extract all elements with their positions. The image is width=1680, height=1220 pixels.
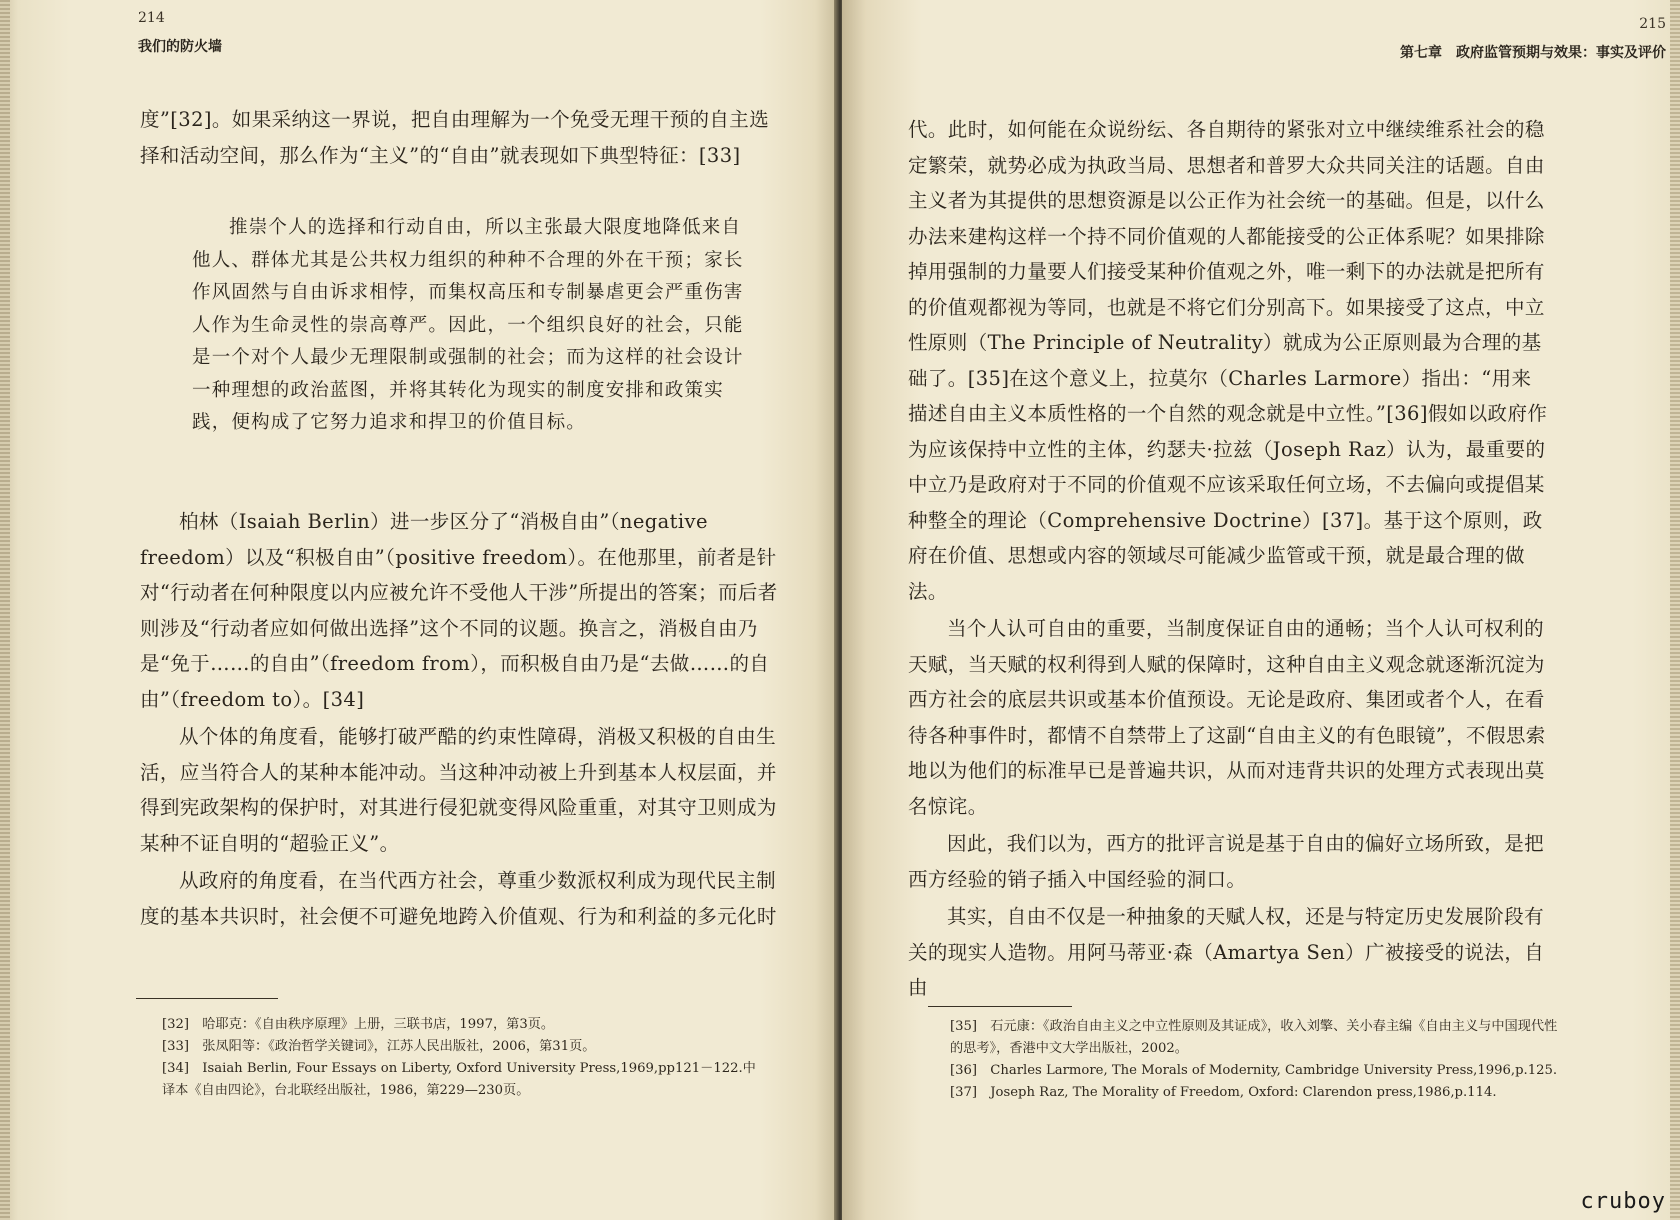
paragraph: 柏林（Isaiah Berlin）进一步区分了“消极自由”（negative freedom）以及“积极自由”（positive freedom）。在他那里，前者是针对“行动者在何种限度以内应被允许不受他人干涉”所提出的答案；而后者则涉及“行动者应如何做出选择”这个不同的议题。换言之，消极自由乃是“免于……的自由”（freedom from），而积极自由乃是“去做……的自由”（freedom to）。[34]	[140, 510, 778, 711]
watermark: cruboy	[1580, 1189, 1666, 1214]
footnote: [32] 哈耶克：《自由秩序原理》上册，三联书店，1997，第3页。	[162, 1017, 555, 1032]
running-head: 第七章 政府监管预期与效果：事实及评价	[1400, 45, 1666, 61]
paragraph: 从个体的角度看，能够打破严酷的约束性障碍，消极又积极的自由生活，应当符合人的某种本能冲动。当这种冲动被上升到基本人权层面，并得到宪政架构的保护时，对其进行侵犯就变得风险重重，对其守卫则成为某种不证自明的“超验正义”。	[140, 725, 777, 855]
footnote: [34] Isaiah Berlin, Four Essays on Liberty, Oxford University Press,1969,pp121－122.中译本《自由四论》，台北联经出版社，1986，第229—230页。	[162, 1061, 756, 1098]
page-number: 215	[1639, 16, 1666, 32]
body-text	[140, 504, 780, 934]
block-quote: 推崇个人的选择和行动自由，所以主张最大限度地降低来自他人、群体尤其是公共权力组织的种种不合理的外在干预；家长作风固然与自由诉求相悖，而集权高压和专制暴虐更会严重伤害人作为生命灵性的崇高尊严。因此，一个组织良好的社会，只能是一个对个人最少无理限制或强制的社会；而为这样的社会设计一种理想的政治蓝图，并将其转化为现实的制度安排和政策实践，便构成了它努力追求和捍卫的价值目标。	[192, 217, 744, 433]
footnote: [33] 张凤阳等：《政治哲学关键词》，江苏人民出版社，2006，第31页。	[162, 1039, 596, 1054]
body-text	[140, 102, 788, 173]
paragraph: 代。此时，如何能在众说纷纭、各自期待的紧张对立中继续维系社会的稳定繁荣，就势必成为执政当局、思想者和普罗大众共同关注的话题。自由主义者为其提供的思想资源是以公正作为社会统一的基础。但是，以什么办法来建构这样一个持不同价值观的人都能接受的公正体系呢？如果排除掉用强制的力量要人们接受某种价值观之外，唯一剩下的办法就是把所有的价值观都视为等同，也就是不将它们分别高下。如果接受了这点，中立性原则（The Principle of Neutrality）就成为公正原则最为合理的基础了。[35]在这个意义上，拉莫尔（Charles Larmore）指出：“用来描述自由主义本质性格的一个自然的观念就是中立性。”[36]假如以政府作为应该保持中立性的主体，约瑟夫·拉兹（Joseph Raz）认为，最重要的中立乃是政府对于不同的价值观不应该采取任何立场，不去偏向或提倡某种整全的理论（Comprehensive Doctrine）[37]。基于这个原则，政府在价值、思想或内容的领域尽可能减少监管或干预，就是最合理的做法。	[908, 118, 1548, 603]
paragraph: 从政府的角度看，在当代西方社会，尊重少数派权利成为现代民主制度的基本共识时，社会便不可避免地跨入价值观、行为和利益的多元化时	[140, 869, 777, 928]
body-text	[908, 112, 1548, 1006]
footnote: [37] Joseph Raz, The Morality of Freedom, Oxford: Clarendon press,1986,p.114.	[950, 1085, 1497, 1100]
paragraph: 当个人认可自由的重要，当制度保证自由的通畅；当个人认可权利的天赋，当天赋的权利得到人赋的保障时，这种自由主义观念就逐渐沉淀为西方社会的底层共识或基本价值预设。无论是政府、集团或者个人，在看待各种事件时，都情不自禁带上了这副“自由主义的有色眼镜”，不假思索地以为他们的标准早已是普遍共识，从而对违背共识的处理方式表现出莫名惊诧。	[908, 617, 1546, 818]
footnotes	[924, 1016, 1564, 1104]
running-head: 我们的防火墙	[138, 39, 222, 55]
paragraph: 其实，自由不仅是一种抽象的天赋人权，还是与特定历史发展阶段有关的现实人造物。用阿马蒂亚·森（Amartya Sen）广被接受的说法，自由	[908, 905, 1545, 999]
footnote: [36] Charles Larmore, The Morals of Modernity, Cambridge University Press,1996,p.125.	[950, 1063, 1558, 1078]
paragraph: 度”[32]。如果采纳这一界说，把自由理解为一个免受无理干预的自主选择和活动空间，那么作为“主义”的“自由”就表现如下典型特征：[33]	[140, 108, 770, 167]
left-page	[0, 0, 838, 1220]
footnote-rule	[928, 1006, 1072, 1007]
footnote-rule	[136, 998, 278, 999]
footnotes	[136, 1014, 766, 1102]
paragraph: 因此，我们以为，西方的批评言说是基于自由的偏好立场所致，是把西方经验的销子插入中国经验的洞口。	[908, 832, 1545, 891]
page-number: 214	[138, 10, 165, 26]
page-edge	[0, 0, 10, 1220]
page-edge	[1670, 0, 1680, 1220]
right-page	[842, 0, 1680, 1220]
footnote: [35] 石元康：《政治自由主义之中立性原则及其证成》，收入刘擎、关小春主编《自由主义与中国现代性的思考》，香港中文大学出版社，2002。	[950, 1019, 1558, 1056]
